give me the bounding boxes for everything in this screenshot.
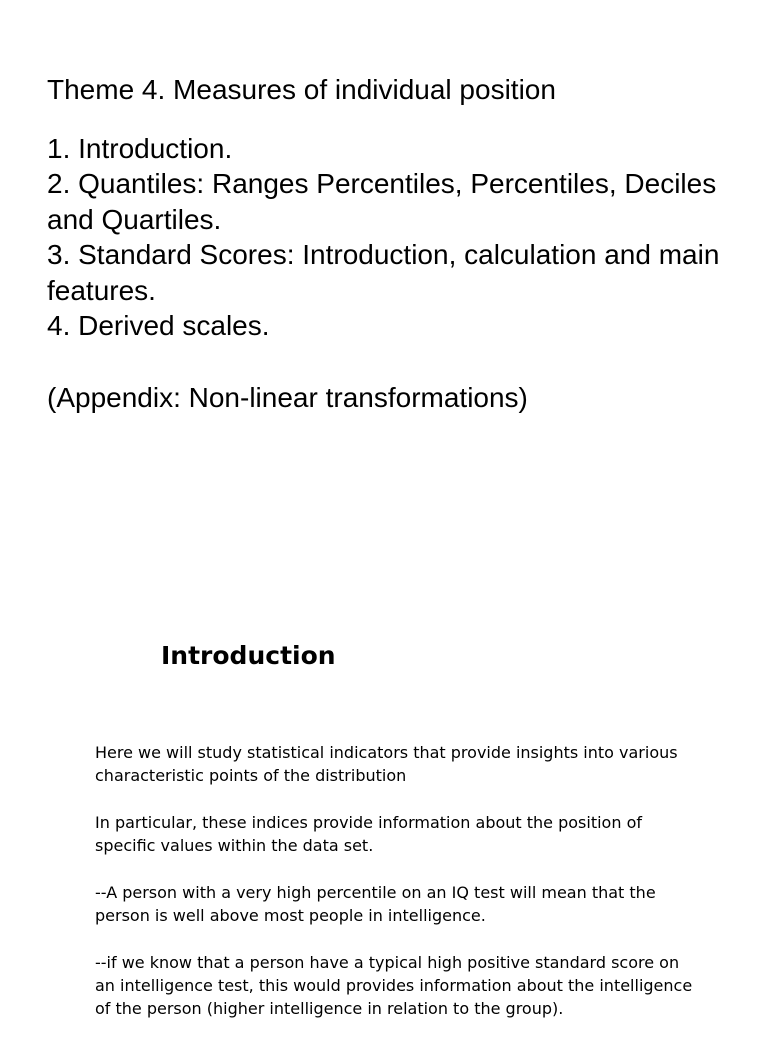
- appendix-note: (Appendix: Non-linear transformations): [47, 381, 528, 413]
- section-heading-introduction: Introduction: [161, 641, 336, 670]
- outline-item-4: 4. Derived scales.: [47, 310, 270, 341]
- spacer: [47, 108, 737, 131]
- page-title: Theme 4. Measures of individual position: [47, 74, 556, 105]
- paragraph-3: --A person with a very high percentile on an IQ test will mean that the person is well above most people in intelligence.: [95, 883, 656, 925]
- introduction-body: [95, 741, 695, 1044]
- paragraph-4: --if we know that a person have a typical high positive standard score on an intelligence test, this would provides information about the intelligence of the person (higher intelligence in relation to the group).: [95, 953, 693, 1018]
- paragraph-2: In particular, these indices provide information about the position of specific values within the data set.: [95, 813, 642, 855]
- outline-item-3: 3. Standard Scores: Introduction, calculation and main features.: [47, 239, 720, 306]
- paragraph-1: Here we will study statistical indicators that provide insights into various characteristic points of the distribution: [95, 743, 678, 785]
- outline-item-2: 2. Quantiles: Ranges Percentiles, Percentiles, Deciles and Quartiles.: [47, 168, 717, 235]
- slide-outline: [47, 72, 737, 415]
- outline-item-1: 1. Introduction.: [47, 132, 233, 164]
